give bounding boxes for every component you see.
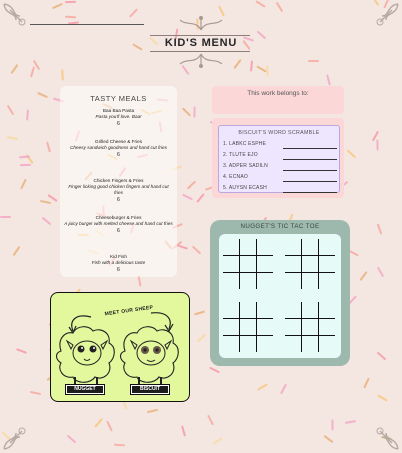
sprinkle — [7, 136, 18, 140]
meal-description: A juicy burger with melted cheese and hand cut fries — [64, 221, 173, 226]
word-scramble-heading: BISCUIT'S WORD SCRAMBLE — [238, 130, 320, 136]
sprinkle — [332, 420, 334, 431]
meal-price: 6 — [117, 152, 120, 158]
sprinkle — [192, 246, 201, 255]
meal-item — [64, 215, 173, 234]
sprinkle — [11, 64, 19, 74]
sprinkle — [193, 106, 195, 117]
meal-name: Baa Baa Pasta — [102, 108, 135, 113]
sprinkle — [129, 8, 138, 17]
sprinkle — [182, 194, 193, 201]
meal-name: Chicken Fingers & Fries — [93, 178, 144, 183]
sprinkle — [377, 394, 387, 401]
sprinkle — [207, 415, 214, 426]
belongs-to-label: This work belongs to: — [247, 90, 309, 97]
scramble-word: 3. ADPER SADILN — [223, 163, 268, 169]
name-write-line[interactable] — [30, 24, 144, 25]
header-ornament-top — [176, 14, 226, 32]
sprinkle — [94, 418, 103, 428]
sprinkle — [377, 267, 384, 278]
sprinkle — [114, 444, 125, 447]
corner-ornament-top-left — [2, 2, 36, 36]
sprinkle — [359, 271, 367, 281]
sheep-title: MEET OUR SHEEP — [104, 304, 154, 318]
meet-our-sheep-box — [50, 292, 190, 402]
answer-line[interactable] — [283, 159, 337, 160]
sprinkle — [7, 105, 15, 115]
sprinkle — [46, 141, 51, 152]
sprinkle — [37, 92, 48, 98]
header-ornament-bottom — [176, 52, 226, 70]
meal-item — [64, 254, 173, 273]
scramble-row — [223, 152, 337, 160]
sprinkle — [257, 383, 267, 390]
sprinkle — [347, 150, 356, 159]
sprinkle — [52, 3, 63, 9]
sprinkle — [61, 69, 64, 80]
sprinkle — [209, 367, 220, 374]
sprinkle — [0, 216, 11, 218]
meal-name: Grilled Cheese & Fries — [94, 139, 143, 144]
sprinkle — [276, 2, 284, 12]
sprinkle — [376, 139, 378, 150]
meal-item — [64, 108, 173, 127]
meal-price: 6 — [117, 228, 120, 234]
sprinkle — [345, 420, 356, 424]
sprinkle — [308, 60, 319, 62]
sprinkle — [256, 65, 267, 72]
sprinkle — [326, 74, 331, 85]
sprinkle — [197, 334, 207, 343]
answer-line[interactable] — [283, 181, 337, 182]
sprinkle — [20, 164, 31, 166]
sprinkle — [40, 200, 51, 204]
sheep-nugget-icon — [57, 327, 115, 385]
scramble-row — [223, 185, 337, 193]
tic-tac-toe-board[interactable] — [285, 302, 335, 352]
sprinkle — [26, 109, 29, 120]
meal-price: 6 — [117, 197, 120, 203]
sprinkle — [363, 378, 369, 389]
sprinkle — [65, 16, 76, 19]
sprinkle — [65, 1, 76, 3]
meal-description: Finger licking good chicken fingers and hand cut fries — [68, 184, 169, 195]
tic-tac-toe-panel — [219, 234, 341, 358]
meal-item — [64, 139, 173, 158]
sprinkle — [106, 421, 113, 432]
sprinkle — [30, 391, 41, 395]
meal-description: Pasta you'll love. Baa! — [95, 114, 142, 119]
sprinkle — [42, 217, 52, 226]
tic-tac-toe-board[interactable] — [223, 302, 273, 352]
word-scramble-panel — [218, 125, 340, 193]
corner-ornament-bottom-left — [2, 417, 36, 451]
sprinkle — [377, 223, 383, 234]
sprinkle — [13, 246, 21, 256]
meal-price: 6 — [117, 121, 120, 127]
scramble-word: 2. TLUTE EJO — [223, 152, 258, 158]
meal-name: Cheeseburger & Fries — [95, 215, 142, 220]
tic-tac-toe-board[interactable] — [285, 239, 335, 289]
tic-tac-toe-heading: NUGGET'S TIC TAC TOE — [240, 223, 320, 230]
sheep-biscuit-icon — [121, 327, 179, 385]
sprinkle — [147, 409, 158, 414]
sprinkle — [30, 66, 35, 77]
word-scramble-card — [212, 118, 344, 198]
sprinkle — [324, 435, 334, 443]
sprinkle — [377, 352, 387, 361]
scramble-row — [223, 174, 337, 182]
sprinkle — [182, 107, 191, 116]
tasty-meals-card — [60, 86, 177, 277]
sprinkle — [67, 435, 77, 444]
meal-price: 6 — [117, 267, 120, 273]
meals-heading: TASTY MEALS — [90, 94, 147, 103]
sprinkle — [196, 193, 204, 203]
tic-tac-toe-board[interactable] — [223, 239, 273, 289]
meal-description: Fish with a delicious taste — [91, 260, 146, 265]
belongs-to-card — [212, 86, 344, 114]
answer-line[interactable] — [283, 192, 337, 193]
sprinkle — [138, 275, 142, 286]
scramble-row — [223, 163, 337, 171]
meal-name: Kid Fish — [110, 254, 127, 259]
sprinkle — [255, 0, 265, 8]
sprinkle — [187, 180, 196, 189]
sprinkle — [194, 311, 205, 316]
sprinkle — [250, 60, 253, 71]
answer-line[interactable] — [283, 148, 337, 149]
sprinkle — [20, 179, 27, 190]
scramble-word: 1. LABKC ESPHE — [223, 141, 267, 147]
sprinkle — [233, 59, 241, 69]
sprinkle — [16, 348, 27, 354]
meal-description: Cheesy sandwich goodness and hand cut fries — [70, 145, 167, 150]
corner-ornament-top-right — [366, 2, 400, 36]
answer-line[interactable] — [283, 170, 337, 171]
corner-ornament-bottom-right — [366, 417, 400, 451]
sprinkle — [212, 437, 222, 444]
scramble-row — [223, 141, 337, 149]
sheep-label-biscuit: BISCUIT — [131, 385, 169, 394]
sheep-label-nugget: NUGGET — [66, 385, 104, 394]
scramble-word: 5. AUYSN ECASH — [223, 185, 267, 191]
page-title: KID'S MENU — [164, 37, 238, 49]
sprinkle — [181, 425, 186, 436]
tic-tac-toe-card — [210, 220, 350, 366]
scramble-word: 4. ECNAO — [223, 174, 248, 180]
meal-item — [64, 178, 173, 203]
sprinkle — [280, 384, 287, 395]
